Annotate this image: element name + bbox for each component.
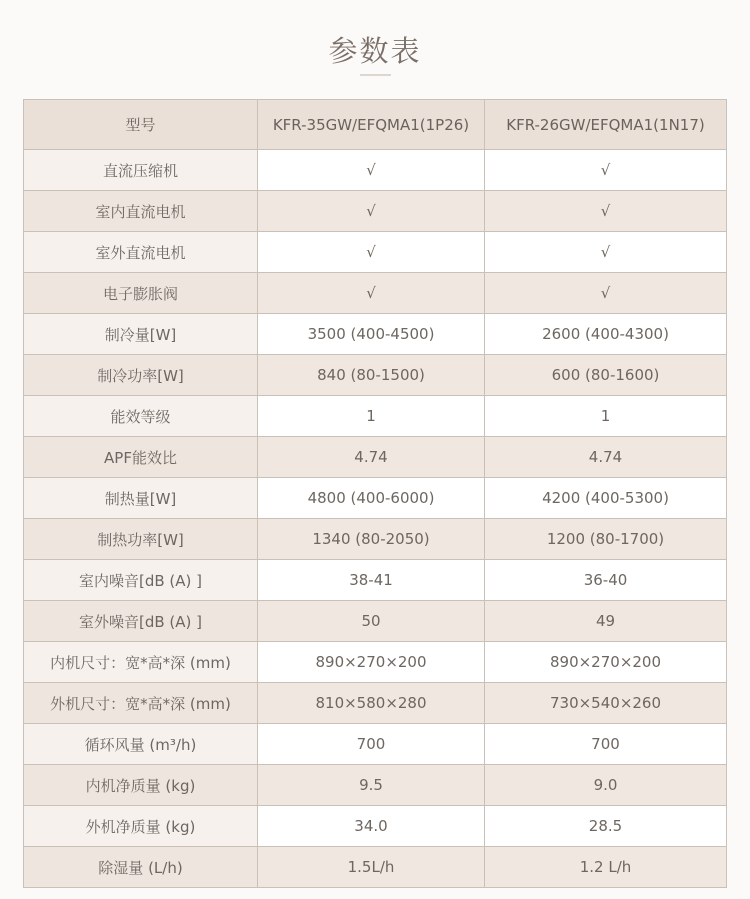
- row-label: 内机净质量 (kg): [24, 765, 258, 806]
- row-value-model-1: 9.5: [258, 765, 485, 806]
- table-row: [24, 150, 727, 191]
- row-value-model-2: 1.2 L/h: [485, 847, 727, 888]
- table-row: [24, 765, 727, 806]
- row-value-model-1: 1340 (80-2050): [258, 519, 485, 560]
- title-underline: [360, 74, 391, 76]
- row-value-model-1: √: [258, 273, 485, 314]
- row-label: 室外噪音[dB (A) ]: [24, 601, 258, 642]
- row-label: 外机净质量 (kg): [24, 806, 258, 847]
- spec-table: [23, 99, 727, 888]
- row-value-model-1: 34.0: [258, 806, 485, 847]
- table-row: [24, 437, 727, 478]
- row-value-model-1: 4800 (400-6000): [258, 478, 485, 519]
- row-label: 制冷功率[W]: [24, 355, 258, 396]
- row-value-model-1: 4.74: [258, 437, 485, 478]
- table-row: [24, 232, 727, 273]
- table-row: [24, 724, 727, 765]
- row-value-model-1: 700: [258, 724, 485, 765]
- row-label: 直流压缩机: [24, 150, 258, 191]
- row-value-model-2: √: [485, 150, 727, 191]
- row-value-model-1: 810×580×280: [258, 683, 485, 724]
- table-row: [24, 683, 727, 724]
- row-label: 电子膨胀阀: [24, 273, 258, 314]
- row-value-model-1: 3500 (400-4500): [258, 314, 485, 355]
- row-value-model-2: √: [485, 232, 727, 273]
- row-label: 制热量[W]: [24, 478, 258, 519]
- row-value-model-1: 1: [258, 396, 485, 437]
- row-value-model-1: √: [258, 191, 485, 232]
- row-label: 室外直流电机: [24, 232, 258, 273]
- header-model-2: KFR-26GW/EFQMA1(1N17): [485, 100, 727, 150]
- row-value-model-2: 700: [485, 724, 727, 765]
- row-label: 循环风量 (m³/h): [24, 724, 258, 765]
- row-label: APF能效比: [24, 437, 258, 478]
- table-header-row: [24, 100, 727, 150]
- table-row: [24, 314, 727, 355]
- table-row: [24, 355, 727, 396]
- header-model-label: 型号: [24, 100, 258, 150]
- row-value-model-1: 38-41: [258, 560, 485, 601]
- row-value-model-2: 1: [485, 396, 727, 437]
- row-value-model-2: 4.74: [485, 437, 727, 478]
- table-row: [24, 478, 727, 519]
- table-row: [24, 396, 727, 437]
- table-row: [24, 191, 727, 232]
- row-label: 制热功率[W]: [24, 519, 258, 560]
- page-title: 参数表: [328, 34, 422, 68]
- row-label: 能效等级: [24, 396, 258, 437]
- table-row: [24, 519, 727, 560]
- row-value-model-2: 36-40: [485, 560, 727, 601]
- row-label: 室内噪音[dB (A) ]: [24, 560, 258, 601]
- row-value-model-2: 730×540×260: [485, 683, 727, 724]
- table-row: [24, 560, 727, 601]
- row-value-model-2: 4200 (400-5300): [485, 478, 727, 519]
- row-value-model-2: √: [485, 273, 727, 314]
- row-value-model-2: 600 (80-1600): [485, 355, 727, 396]
- row-value-model-2: 1200 (80-1700): [485, 519, 727, 560]
- table-row: [24, 273, 727, 314]
- table-row: [24, 642, 727, 683]
- row-value-model-2: 28.5: [485, 806, 727, 847]
- row-value-model-2: 890×270×200: [485, 642, 727, 683]
- row-value-model-2: √: [485, 191, 727, 232]
- row-label: 制冷量[W]: [24, 314, 258, 355]
- row-value-model-2: 49: [485, 601, 727, 642]
- table-row: [24, 601, 727, 642]
- row-label: 除湿量 (L/h): [24, 847, 258, 888]
- row-value-model-2: 2600 (400-4300): [485, 314, 727, 355]
- row-label: 内机尺寸：宽*高*深 (mm): [24, 642, 258, 683]
- row-value-model-1: 50: [258, 601, 485, 642]
- row-label: 外机尺寸：宽*高*深 (mm): [24, 683, 258, 724]
- header-model-1: KFR-35GW/EFQMA1(1P26): [258, 100, 485, 150]
- row-value-model-1: 840 (80-1500): [258, 355, 485, 396]
- row-value-model-2: 9.0: [485, 765, 727, 806]
- row-value-model-1: √: [258, 150, 485, 191]
- row-value-model-1: √: [258, 232, 485, 273]
- row-value-model-1: 1.5L/h: [258, 847, 485, 888]
- row-value-model-1: 890×270×200: [258, 642, 485, 683]
- row-label: 室内直流电机: [24, 191, 258, 232]
- table-row: [24, 806, 727, 847]
- table-row: [24, 847, 727, 888]
